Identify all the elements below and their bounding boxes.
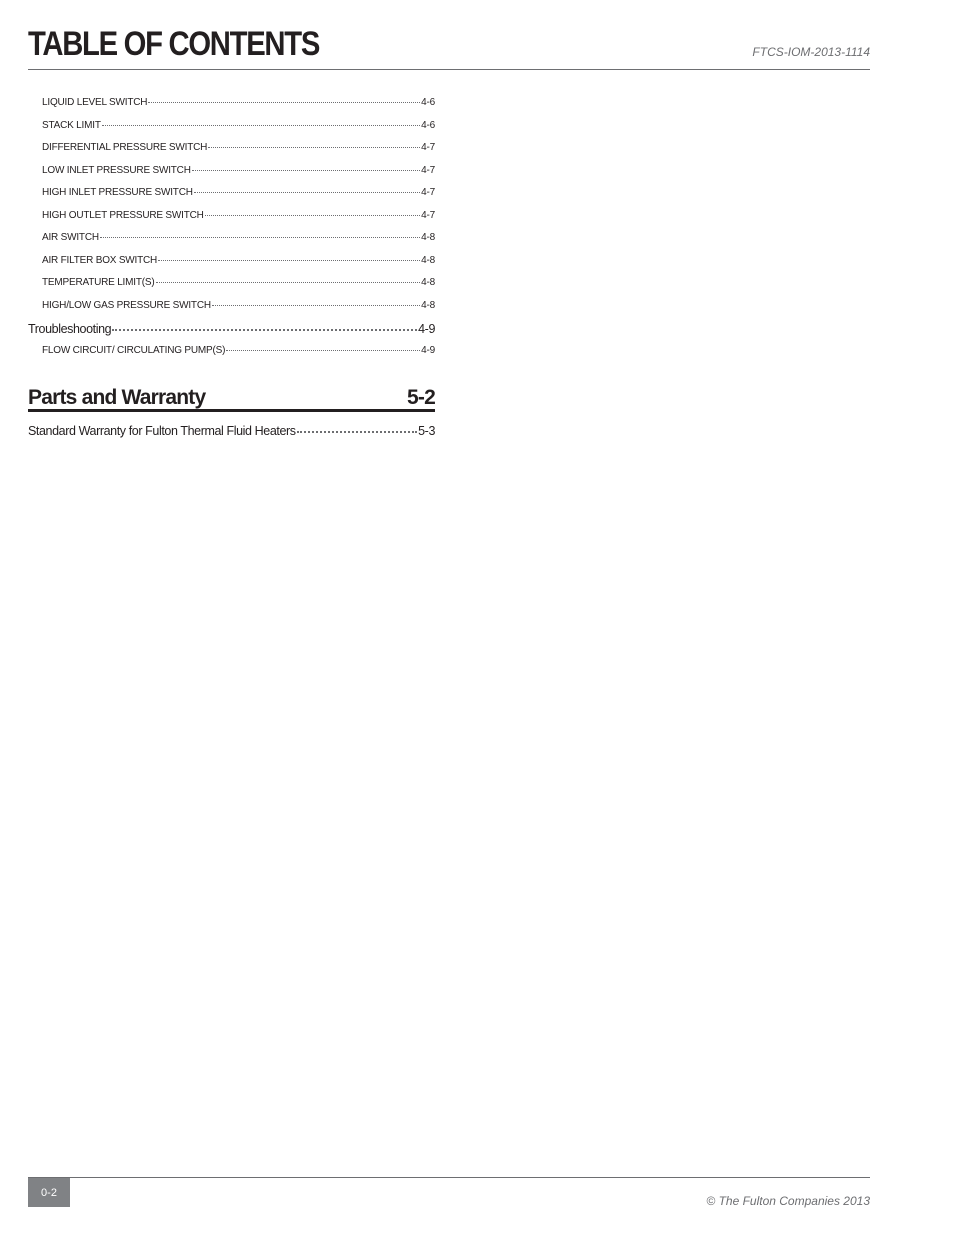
toc-entry-high-low-gas-pressure-switch[interactable]	[28, 296, 435, 319]
toc-entry-label: FLOW CIRCUIT/ CIRCULATING PUMP(S)	[42, 345, 226, 356]
toc-entry-differential-pressure-switch[interactable]	[28, 138, 435, 161]
toc-entry-page: 4-8	[421, 254, 435, 266]
document-code: FTCS-IOM-2013-1114	[752, 45, 870, 59]
toc-entry-label: LIQUID LEVEL SWITCH	[42, 97, 148, 108]
footer-divider	[28, 1177, 870, 1178]
dot-leader	[102, 125, 420, 126]
toc-entry-air-filter-box-switch[interactable]	[28, 251, 435, 274]
toc-entry-high-inlet-pressure-switch[interactable]	[28, 183, 435, 206]
toc-entry-label: Standard Warranty for Fulton Thermal Fluid Heaters	[28, 424, 296, 438]
toc-entry-label: HIGH OUTLET PRESSURE SWITCH	[42, 209, 204, 221]
dot-leader	[112, 329, 417, 331]
dot-leader	[158, 260, 420, 261]
toc-entry-troubleshooting[interactable]	[28, 318, 435, 341]
section-title: Parts and Warranty	[28, 386, 206, 409]
dot-leader	[148, 102, 420, 103]
dot-leader	[156, 282, 421, 283]
dot-leader	[192, 170, 420, 171]
toc-entry-page: 4-8	[421, 232, 435, 243]
section-divider	[28, 409, 435, 412]
dot-leader	[194, 192, 420, 193]
toc-entry-flow-circuit-circulating-pumps[interactable]	[28, 341, 435, 364]
toc-entry-label: LOW INLET PRESSURE SWITCH	[42, 164, 191, 176]
toc-entry-label: HIGH INLET PRESSURE SWITCH	[42, 187, 193, 198]
toc-entry-high-outlet-pressure-switch[interactable]	[28, 206, 435, 229]
toc-entry-page: 4-7	[421, 209, 435, 221]
toc-entry-page: 4-7	[421, 187, 435, 198]
toc-entry-label: AIR FILTER BOX SWITCH	[42, 254, 158, 266]
toc-entry-page: 4-6	[421, 119, 435, 131]
toc-entry-label: HIGH/LOW GAS PRESSURE SWITCH	[42, 299, 211, 311]
page-number-badge: 0-2	[28, 1178, 70, 1207]
dot-leader	[100, 237, 420, 238]
toc-entry-page: 4-9	[421, 345, 435, 356]
dot-leader	[297, 431, 418, 433]
copyright-notice: © The Fulton Companies 2013	[706, 1194, 870, 1208]
toc-entry-page: 4-7	[421, 164, 435, 176]
page-title: TABLE OF CONTENTS	[28, 25, 320, 63]
toc-entry-standard-warranty[interactable]	[28, 420, 435, 443]
toc-entry-page: 4-6	[421, 97, 435, 108]
toc-entry-label: TEMPERATURE LIMIT(S)	[42, 277, 155, 288]
toc-entry-page: 4-9	[418, 322, 435, 336]
toc-entry-label: STACK LIMIT	[42, 119, 101, 131]
toc-entry-low-inlet-pressure-switch[interactable]	[28, 161, 435, 184]
toc-entry-page: 5-3	[418, 424, 435, 438]
toc-entry-air-switch[interactable]	[28, 228, 435, 251]
toc-entry-stack-limit[interactable]	[28, 116, 435, 139]
toc-list	[28, 93, 435, 364]
toc-entry-label: Troubleshooting	[28, 322, 112, 336]
dot-leader	[208, 147, 420, 148]
toc-entry-liquid-level-switch[interactable]	[28, 93, 435, 116]
toc-entry-label: AIR SWITCH	[42, 232, 99, 243]
toc-entry-temperature-limits[interactable]	[28, 273, 435, 296]
toc-entry-page: 4-8	[421, 277, 435, 288]
toc-entry-page: 4-8	[421, 299, 435, 311]
header-divider	[28, 69, 870, 70]
section-heading-parts-and-warranty[interactable]	[28, 380, 435, 410]
section-page: 5-2	[407, 386, 435, 409]
section-toc-list	[28, 420, 435, 443]
dot-leader	[205, 215, 420, 216]
dot-leader	[226, 350, 420, 351]
dot-leader	[212, 305, 420, 306]
toc-entry-label: DIFFERENTIAL PRESSURE SWITCH	[42, 142, 208, 153]
toc-entry-page: 4-7	[421, 142, 435, 153]
